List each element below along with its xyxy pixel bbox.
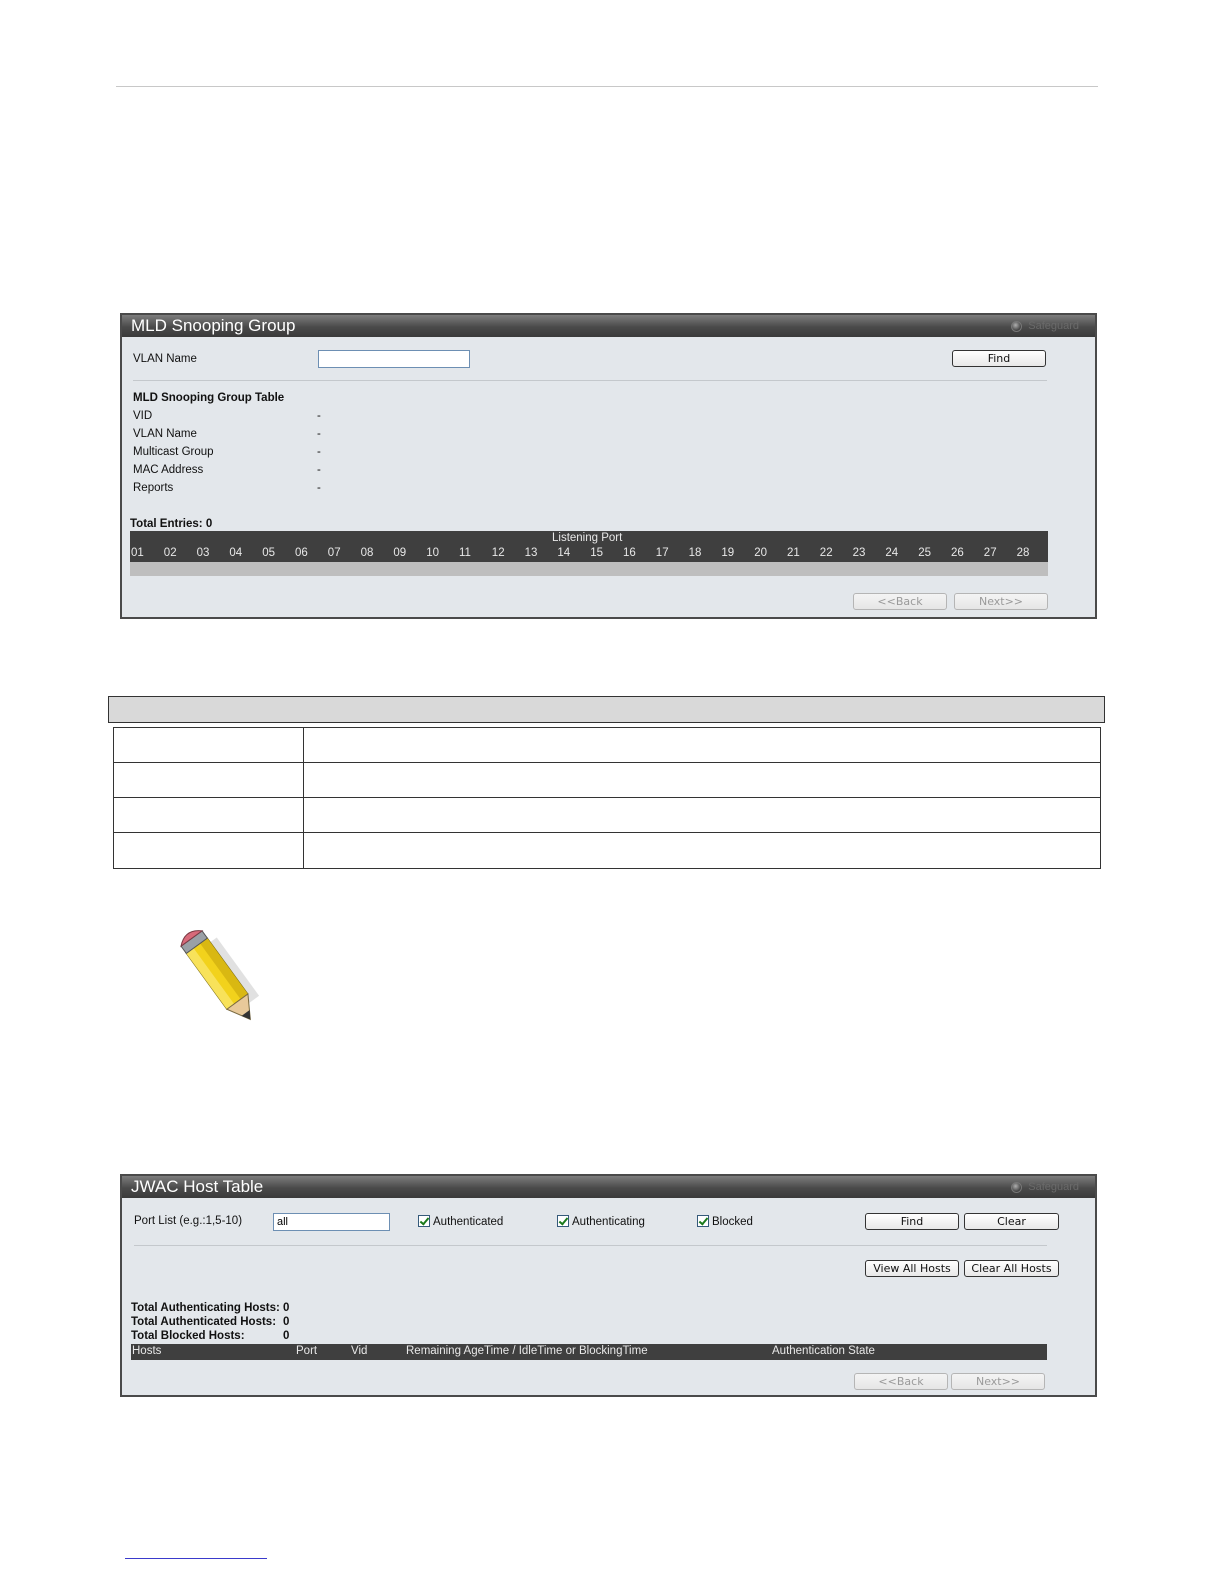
blocked-label: Blocked [712,1216,753,1228]
port-number: 23 [852,547,866,559]
authenticating-label: Authenticating [572,1216,645,1228]
total-authenticating-value: 0 [283,1302,290,1314]
authenticating-checkbox[interactable] [557,1215,569,1227]
view-all-hosts-button[interactable]: View All Hosts [865,1260,959,1277]
back-button[interactable]: <<Back [854,1373,948,1390]
safeguard-indicator [1011,1180,1079,1194]
port-number: 18 [688,547,702,559]
port-number: 08 [360,547,374,559]
clear-button[interactable]: Clear [964,1213,1059,1230]
find-button[interactable]: Find [865,1213,959,1230]
port-number: 03 [196,547,210,559]
authenticated-checkbox[interactable] [418,1215,430,1227]
field-value-multicast-group: - [317,446,321,458]
field-label-mac-address: MAC Address [133,464,204,476]
back-button[interactable]: <<Back [853,593,947,610]
column-header-remaining-time: Remaining AgeTime / IdleTime or BlockingTime [406,1345,648,1357]
separator [134,1245,1047,1246]
field-value-vlan-name: - [317,428,321,440]
table-row [114,798,1100,833]
total-blocked-label: Total Blocked Hosts: [131,1330,245,1342]
safeguard-label: Safeguard [1028,1181,1079,1193]
vlan-name-input[interactable] [318,350,470,368]
safeguard-indicator [1011,319,1079,333]
port-number: 10 [426,547,439,559]
top-rule [116,86,1098,87]
group-table-title: MLD Snooping Group Table [133,392,285,404]
port-number: 21 [787,547,800,559]
separator [133,380,1047,381]
total-authenticated-label: Total Authenticated Hosts: [131,1316,277,1328]
safeguard-label: Safeguard [1028,320,1079,332]
field-value-reports: - [317,482,321,494]
port-number: 02 [163,547,177,559]
port-number: 19 [721,547,735,559]
note-pencil-icon [168,915,278,1035]
port-list-input[interactable] [273,1213,390,1231]
field-label-vid: VID [133,410,153,422]
column-header-hosts: Hosts [132,1345,162,1357]
field-value-vid: - [317,410,321,422]
total-authenticating-label: Total Authenticating Hosts: [131,1302,280,1314]
port-number: 25 [918,547,931,559]
jwac-host-table-panel [120,1174,1097,1397]
port-number: 22 [819,547,833,559]
clear-all-hosts-button[interactable]: Clear All Hosts [964,1260,1059,1277]
port-number: 13 [524,547,538,559]
table-row [114,833,1100,868]
authenticated-label: Authenticated [433,1216,504,1228]
listening-port-label: Listening Port [552,532,623,544]
next-button[interactable]: Next>> [954,593,1048,610]
port-number: 04 [229,547,243,559]
port-number: 24 [885,547,899,559]
find-button[interactable]: Find [952,350,1046,367]
panel-title-text: JWAC Host Table [131,1177,264,1196]
column-header-port: Port [296,1345,318,1357]
panel-title-text: MLD Snooping Group [131,316,296,335]
table-column-divider [303,728,304,868]
port-number: 20 [754,547,767,559]
vlan-name-label: VLAN Name [133,353,197,365]
port-number: 12 [491,547,505,559]
port-number: 01 [131,547,144,559]
safeguard-icon [1011,321,1022,332]
column-header-authentication-state: Authentication State [772,1345,875,1357]
port-number: 09 [393,547,407,559]
footer-link-underline [125,1558,267,1559]
field-label-multicast-group: Multicast Group [133,446,214,458]
panel-title [122,1176,1095,1198]
port-number: 26 [951,547,964,559]
port-number: 11 [459,547,471,559]
field-label-vlan-name: VLAN Name [133,428,197,440]
port-number: 15 [590,547,603,559]
port-number: 07 [327,547,341,559]
field-value-mac-address: - [317,464,321,476]
port-number: 17 [655,547,669,559]
listening-port-header [130,531,1048,562]
column-header-vid: Vid [351,1345,368,1357]
panel-title [122,315,1095,337]
port-number: 06 [295,547,308,559]
table-row [114,728,1100,763]
port-number: 27 [983,547,997,559]
port-number: 28 [1016,547,1030,559]
port-list-label: Port List (e.g.:1,5-10) [134,1215,243,1227]
hosts-table-header [131,1344,1047,1360]
total-authenticated-value: 0 [283,1316,290,1328]
description-table-header [108,696,1105,723]
table-row [114,763,1100,798]
listening-port-empty-row [130,562,1048,576]
port-number: 16 [623,547,636,559]
description-table [113,727,1101,869]
total-entries: Total Entries: 0 [130,518,213,530]
next-button[interactable]: Next>> [951,1373,1045,1390]
safeguard-icon [1011,1182,1022,1193]
port-number: 05 [262,547,275,559]
mld-snooping-group-panel [120,313,1097,619]
field-label-reports: Reports [133,482,174,494]
blocked-checkbox[interactable] [697,1215,709,1227]
total-blocked-value: 0 [283,1330,290,1342]
port-number: 14 [557,547,571,559]
